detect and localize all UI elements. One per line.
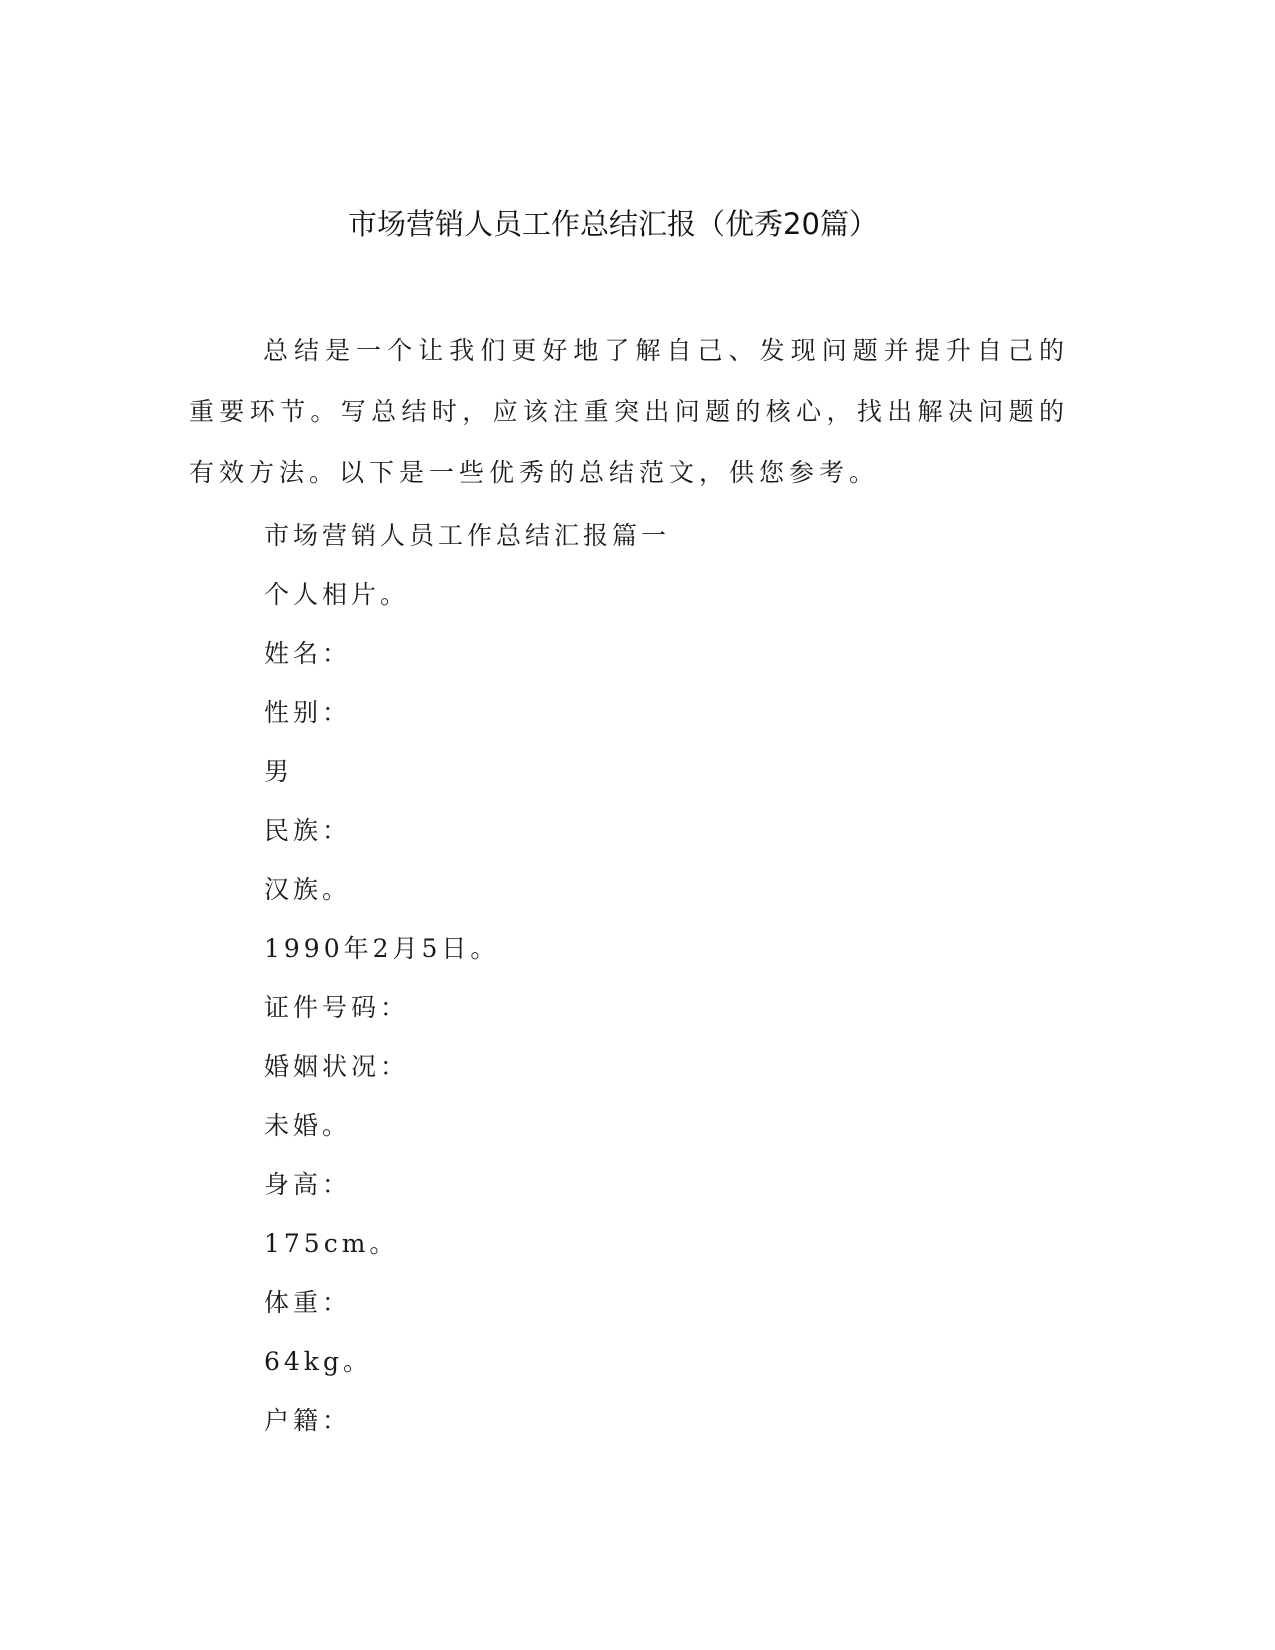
gender-value: 男 xyxy=(264,757,294,786)
household-registration-label: 户籍： xyxy=(264,1406,352,1435)
marital-status-value: 未婚。 xyxy=(264,1111,352,1140)
birth-date: 1990年2月5日。 xyxy=(264,934,500,963)
marital-status-label: 婚姻状况： xyxy=(264,1052,410,1081)
document-title: 市场营销人员工作总结汇报（优秀20篇） xyxy=(348,207,878,241)
intro-paragraph: 总结是一个让我们更好地了解自己、发现问题并提升自己的重要环节。写总结时，应该注重突出问题的核心，找出解决问题的有效方法。以下是一些优秀的总结范文，供您参考。 xyxy=(189,336,1069,487)
weight-value: 64kg。 xyxy=(264,1347,372,1376)
ethnicity-value: 汉族。 xyxy=(264,875,352,904)
ethnicity-label: 民族： xyxy=(264,816,352,845)
gender-label: 性别： xyxy=(264,698,352,727)
photo-line: 个人相片。 xyxy=(264,580,410,609)
id-number-label: 证件号码： xyxy=(264,993,410,1022)
height-value: 175cm。 xyxy=(264,1229,399,1258)
height-label: 身高： xyxy=(264,1170,352,1199)
name-label: 姓名： xyxy=(264,639,352,668)
section-heading: 市场营销人员工作总结汇报篇一 xyxy=(264,521,671,550)
weight-label: 体重： xyxy=(264,1288,352,1317)
